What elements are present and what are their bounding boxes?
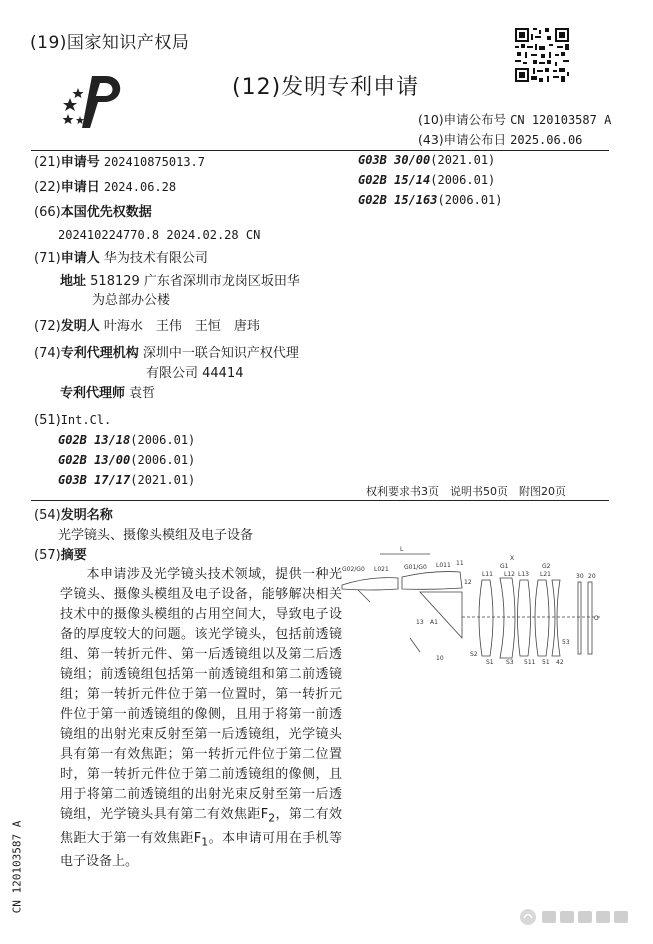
ipc-entry [358, 193, 503, 207]
priority-data [34, 204, 152, 222]
header-divider [31, 150, 609, 151]
ipc-version: (2021.01) [430, 153, 496, 167]
fig-label: L12 [504, 571, 515, 578]
ipc-version: (2006.01) [430, 173, 496, 187]
abstract-body: 。本申请可用在手机等电子设备上。 [60, 830, 342, 870]
fig-label: 11 [456, 560, 464, 567]
publication-date-value: 2025.06.06 [510, 133, 583, 147]
ipc-code: G03B 17/17 [58, 473, 131, 487]
fig-label: L [400, 546, 404, 553]
prism-shape [420, 592, 462, 638]
watermark-logo-icon [518, 906, 638, 928]
fig-label: L021 [374, 566, 389, 573]
agent-name: 袁哲 [129, 386, 156, 401]
front-lens-g01 [402, 572, 462, 590]
field-label: 发明人 [60, 319, 100, 334]
fig-label: S2 [470, 651, 478, 658]
field-label: 申请日 [60, 180, 100, 195]
patent-agent [60, 385, 155, 403]
field-code: (74) [34, 346, 61, 361]
publication-date [418, 130, 582, 148]
ipc-code: G02B 15/163 [358, 193, 438, 207]
front-lens-g02 [342, 578, 398, 590]
fig-label: G2 [542, 563, 551, 570]
document-type: (12)发明专利申请 [232, 75, 420, 100]
fig-label: O [594, 615, 599, 622]
side-label-text: CN 120103587 A [10, 820, 24, 914]
fig-label: G1 [500, 563, 509, 570]
field-code: (57) [34, 548, 61, 563]
invention-title: 光学镜头、摄像头模组及电子设备 [58, 528, 254, 543]
field-code: (54) [34, 508, 61, 523]
fig-label: G01/G0 [404, 564, 427, 571]
leader-line [358, 590, 370, 602]
ipc-version: (2021.01) [130, 473, 196, 487]
publication-number-label: (10)申请公布号 [418, 112, 507, 127]
application-number [34, 153, 205, 172]
priority-value: 202410224770.8 2024.02.28 CN [58, 228, 261, 242]
ipc-code: G02B 15/14 [358, 173, 431, 187]
ipc-entry [58, 453, 195, 467]
lens-l13 [518, 580, 531, 656]
page-counts: 权利要求书3页 说明书50页 附图20页 [366, 485, 566, 498]
fig-label: 511 [524, 659, 536, 666]
field-code: (22) [34, 180, 61, 195]
lens-l21 [535, 580, 549, 656]
ipc-version: (2006.01) [130, 433, 196, 447]
field-label: 发明名称 [60, 508, 113, 523]
ipc-entry [358, 173, 495, 187]
field-label: 申请人 [60, 251, 100, 266]
agency-line-1: 深圳中一联合知识产权代理 [142, 346, 299, 361]
applicant-address [60, 273, 300, 291]
fig-label: L21 [540, 571, 551, 578]
int-cl [34, 411, 111, 430]
agency-line-2: 有限公司 44414 [146, 366, 244, 381]
fig-label: S1 [486, 659, 494, 666]
issuing-office: (19)国家知识产权局 [30, 33, 190, 53]
qr-code-icon [515, 28, 569, 82]
patent-agency [34, 345, 299, 363]
abstract-text [60, 565, 342, 872]
filter-plate [578, 582, 581, 654]
publication-number-value: CN 120103587 A [510, 113, 612, 127]
fig-label: 13 [416, 619, 424, 626]
cnipa-logo-icon [62, 70, 134, 130]
fig-label: A1 [430, 619, 438, 626]
lens-l12 [500, 578, 515, 658]
field-code: (21) [34, 155, 61, 170]
lens-l11 [479, 580, 493, 656]
ipc-version: (2006.01) [130, 453, 196, 467]
leader-line [410, 638, 420, 652]
field-label: 本国优先权数据 [60, 205, 152, 220]
fig-label: 20 [588, 573, 596, 580]
abstract-heading [34, 547, 87, 565]
pages-divider [31, 500, 609, 501]
field-code: (66) [34, 205, 61, 220]
field-label: 摘要 [60, 548, 87, 563]
abstract-body: ，第二有效焦距大于第一有效焦距F [60, 807, 342, 846]
application-date [34, 178, 176, 197]
optical-lens-figure [340, 540, 610, 670]
subscript: 2 [268, 811, 276, 825]
ipc-entry [58, 473, 195, 487]
ipc-entry [58, 433, 195, 447]
ipc-version: (2006.01) [437, 193, 503, 207]
address-label: 地址 [60, 274, 87, 289]
fig-label: 10 [436, 655, 444, 662]
ipc-entry [358, 153, 495, 167]
publication-number [418, 110, 611, 128]
ipc-code: G03B 30/00 [358, 153, 431, 167]
inventors [34, 318, 260, 336]
fig-label: L011 [436, 562, 451, 569]
applicant [34, 250, 208, 268]
fig-label: 42 [556, 659, 564, 666]
invention-title-heading [34, 507, 113, 525]
lens-l22 [552, 580, 560, 656]
int-cl-label: Int.Cl. [60, 413, 112, 427]
side-publication-number [10, 812, 24, 922]
inventor-names: 叶海水 王伟 王恒 唐玮 [103, 319, 260, 334]
publication-date-label: (43)申请公布日 [418, 132, 507, 147]
abstract-body: 本申请涉及光学镜头技术领域，提供一种光学镜头、摄像头模组及电子设备，能够解决相关技术中的摄像头模组的占用空间大，导致电子设备的厚度较大的问题。该光学镜头，包括前透镜组、第一转折元件、第一后透镜组以及第二后透镜组；前透镜组包括第一前透镜组和第二前透镜组；第一转折元件位于第一位置时，第一转折元件位于第一前透镜组的像侧，且用于将第一前透镜组的出射光束反射至第一后透镜组，光学镜头具有第一有效焦距；第一转折元件位于第二位置时，第一转折元件位于第二前透镜组的像侧，且用于将第二前透镜组的出射光束反射至第一后透镜组，光学镜头具有第二有效焦距F [60, 567, 342, 822]
image-sensor [588, 582, 592, 654]
field-code: (51) [34, 413, 61, 428]
application-date-value: 2024.06.28 [103, 180, 177, 194]
field-code: (71) [34, 251, 61, 266]
fig-label: L13 [518, 571, 529, 578]
fig-label: G02/G0 [342, 566, 365, 573]
ipc-code: G02B 13/18 [58, 433, 131, 447]
fig-label: S3 [506, 659, 514, 666]
subscript: 1 [201, 835, 209, 849]
fig-label: 12 [464, 579, 472, 586]
fig-label: L11 [482, 571, 493, 578]
field-label: 申请号 [60, 155, 100, 170]
fig-label: 30 [576, 573, 584, 580]
fig-label: X [510, 555, 515, 562]
application-number-value: 202410875013.7 [103, 155, 205, 169]
fig-label: 51 [542, 659, 550, 666]
applicant-name: 华为技术有限公司 [103, 251, 208, 266]
fig-label: 53 [562, 639, 570, 646]
field-label: 专利代理机构 [60, 346, 139, 361]
address-line-2: 为总部办公楼 [92, 293, 171, 308]
field-code: (72) [34, 319, 61, 334]
ipc-code: G02B 13/00 [58, 453, 131, 467]
agent-label: 专利代理师 [60, 386, 126, 401]
address-line-1: 518129 广东省深圳市龙岗区坂田华 [90, 274, 300, 289]
